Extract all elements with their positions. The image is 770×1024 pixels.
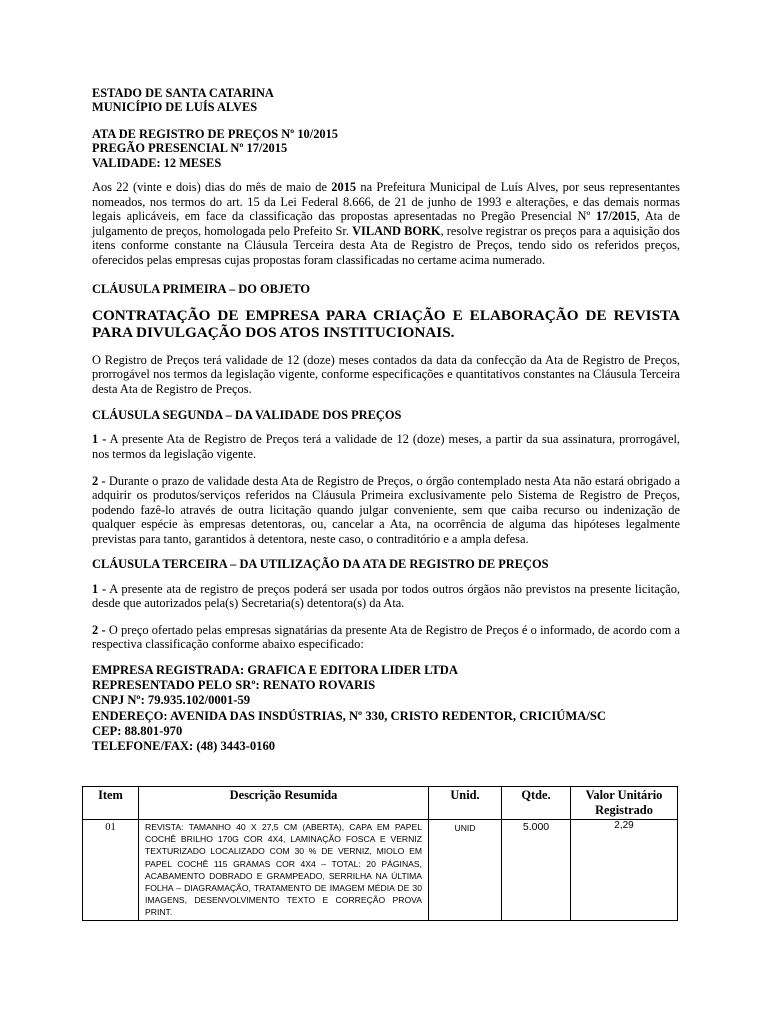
clausula-segunda-title: CLÁUSULA SEGUNDA – DA VALIDADE DOS PREÇOS	[92, 408, 402, 423]
cell-item: 01	[83, 820, 139, 921]
header-item: Item	[83, 787, 139, 820]
clausula-primeira-title: CLÁUSULA PRIMEIRA – DO OBJETO	[92, 281, 311, 296]
validity-heading: VALIDADE: 12 MESES	[92, 155, 222, 170]
cell-descricao: REVISTA: TAMANHO 40 X 27,5 CM (ABERTA), CAPA EM PAPEL COCHÊ BRILHO 170G COR 4X4, LAMINAÇÃO FOSCA E VERNIZ TEXTURIZADO LOCALIZADO COM 30 % DE VERNIZ, MIOLO EM PAPEL COCHÊ 115 GRAMAS COR 4X4 – TOTAL: 20 PÁGINAS, ACABAMENTO DOBRADO E GRAMPEADO, SERRILHA NA ÚLTIMA FOLHA – DIAGRAMAÇÃO, TRATAMENTO DE IMAGEM MÉDIA DE 30 IMAGENS, DESENVOLVIMENTO TEXTO E CORREÇÃO PROVA PRINT.	[139, 820, 429, 921]
objeto-heading: CONTRATAÇÃO DE EMPRESA PARA CRIAÇÃO E ELABORAÇÃO DE REVISTA PARA DIVULGAÇÃO DOS ATOS INSTITUCIONAIS.	[92, 306, 680, 341]
clausula-terceira-item-1: 1 - A presente ata de registro de preços poderá ser usada por todos outros órgãos não previstos na presente licitação, desde que autorizados pela(s) Secretaria(s) detentora(s) da Ata.	[92, 581, 680, 611]
cell-qtde: 5.000	[502, 820, 571, 921]
document-page	[92, 86, 680, 754]
ata-number: ATA DE REGISTRO DE PREÇOS Nº 10/2015	[92, 126, 338, 141]
clausula-segunda-item-1: 1 - A presente Ata de Registro de Preços terá a validade de 12 (doze) meses, a partir da sua assinatura, prorrogável, nos termos da legislação vigente.	[92, 432, 681, 461]
clausula-segunda-item-2: 2 - Durante o prazo de validade desta Ata de Registro de Preços, o órgão contemplado nesta Ata não estará obrigado a adquirir os produtos/serviços referidos na Cláusula Primeira exclusivamente pelo Sistema de Registro de Preços, podendo fazê-lo através de outra licitação quando julgar conveniente, sem que caiba recurso ou indenização de qualquer espécie às empresas detentoras, ou, cancelar a Ata, na ocorrência de alguma das hipóteses legalmente previstas para tanto, garantidos à detentora, neste caso, o contraditório e a ampla defesa.	[92, 473, 680, 546]
clausula-terceira-item-2: 2 - O preço ofertado pelas empresas signatárias da presente Ata de Registro de Preços é o informado, de acordo com a respectiva classificação conforme abaixo especificado:	[92, 622, 681, 652]
price-table	[82, 786, 678, 921]
empresa-nome: EMPRESA REGISTRADA: GRAFICA E EDITORA LIDER LTDA	[92, 662, 458, 677]
empresa-cep: CEP: 88.801-970	[92, 723, 183, 738]
empresa-representante: REPRESENTADO PELO SRº: RENATO ROVARIS	[92, 678, 376, 693]
pregao-number: PREGÃO PRESENCIAL Nº 17/2015	[92, 141, 288, 156]
table-header-row	[83, 787, 678, 820]
empresa-endereco: ENDEREÇO: AVENIDA DAS INSDÚSTRIAS, Nº 330, CRISTO REDENTOR, CRICIÚMA/SC	[92, 708, 606, 723]
empresa-cnpj: CNPJ Nº: 79.935.102/0001-59	[92, 693, 251, 708]
cell-valor: 2,29	[571, 820, 678, 921]
state-heading: ESTADO DE SANTA CATARINA	[92, 86, 274, 100]
clausula-terceira-title: CLÁUSULA TERCEIRA – DA UTILIZAÇÃO DA ATA DE REGISTRO DE PREÇOS	[92, 556, 549, 571]
clausula-primeira-text: O Registro de Preços terá validade de 12 (doze) meses contados da data da confecção da Ata de Registro de Preços, prorrogável nos termos da legislação vigente, conforme especificações e quantitativos constantes na Cláusula Terceira desta Ata de Registro de Preços.	[92, 352, 680, 396]
header-qtde: Qtde.	[502, 787, 571, 820]
cell-unid: UNID	[429, 820, 502, 921]
empresa-telefone: TELEFONE/FAX: (48) 3443-0160	[92, 738, 276, 753]
header-descricao: Descrição Resumida	[139, 787, 429, 820]
header-valor: Valor Unitário Registrado	[571, 787, 678, 820]
municipality-heading: MUNICÍPIO DE LUÍS ALVES	[92, 100, 258, 115]
intro-paragraph: Aos 22 (vinte e dois) dias do mês de maio de 2015 na Prefeitura Municipal de Luís Alves, por seus representantes nomeados, nos termos do art. 15 da Lei Federal 8.666, de 21 de junho de 1993 e alterações, e das demais normas legais aplicáveis, em face da classificação das propostas apresentadas no Pregão Presencial Nº 17/2015, Ata de julgamento de preços, homologada pelo Prefeito Sr. VILAND BORK, resolve registrar os preços para a aquisição dos itens conforme constante na Cláusula Terceira desta Ata de Registro de Preços, tendo sido os referidos preços, oferecidos pelas empresas cujas propostas foram classificadas no certame acima numerado.	[92, 180, 680, 267]
table-row	[83, 820, 678, 921]
header-unid: Unid.	[429, 787, 502, 820]
